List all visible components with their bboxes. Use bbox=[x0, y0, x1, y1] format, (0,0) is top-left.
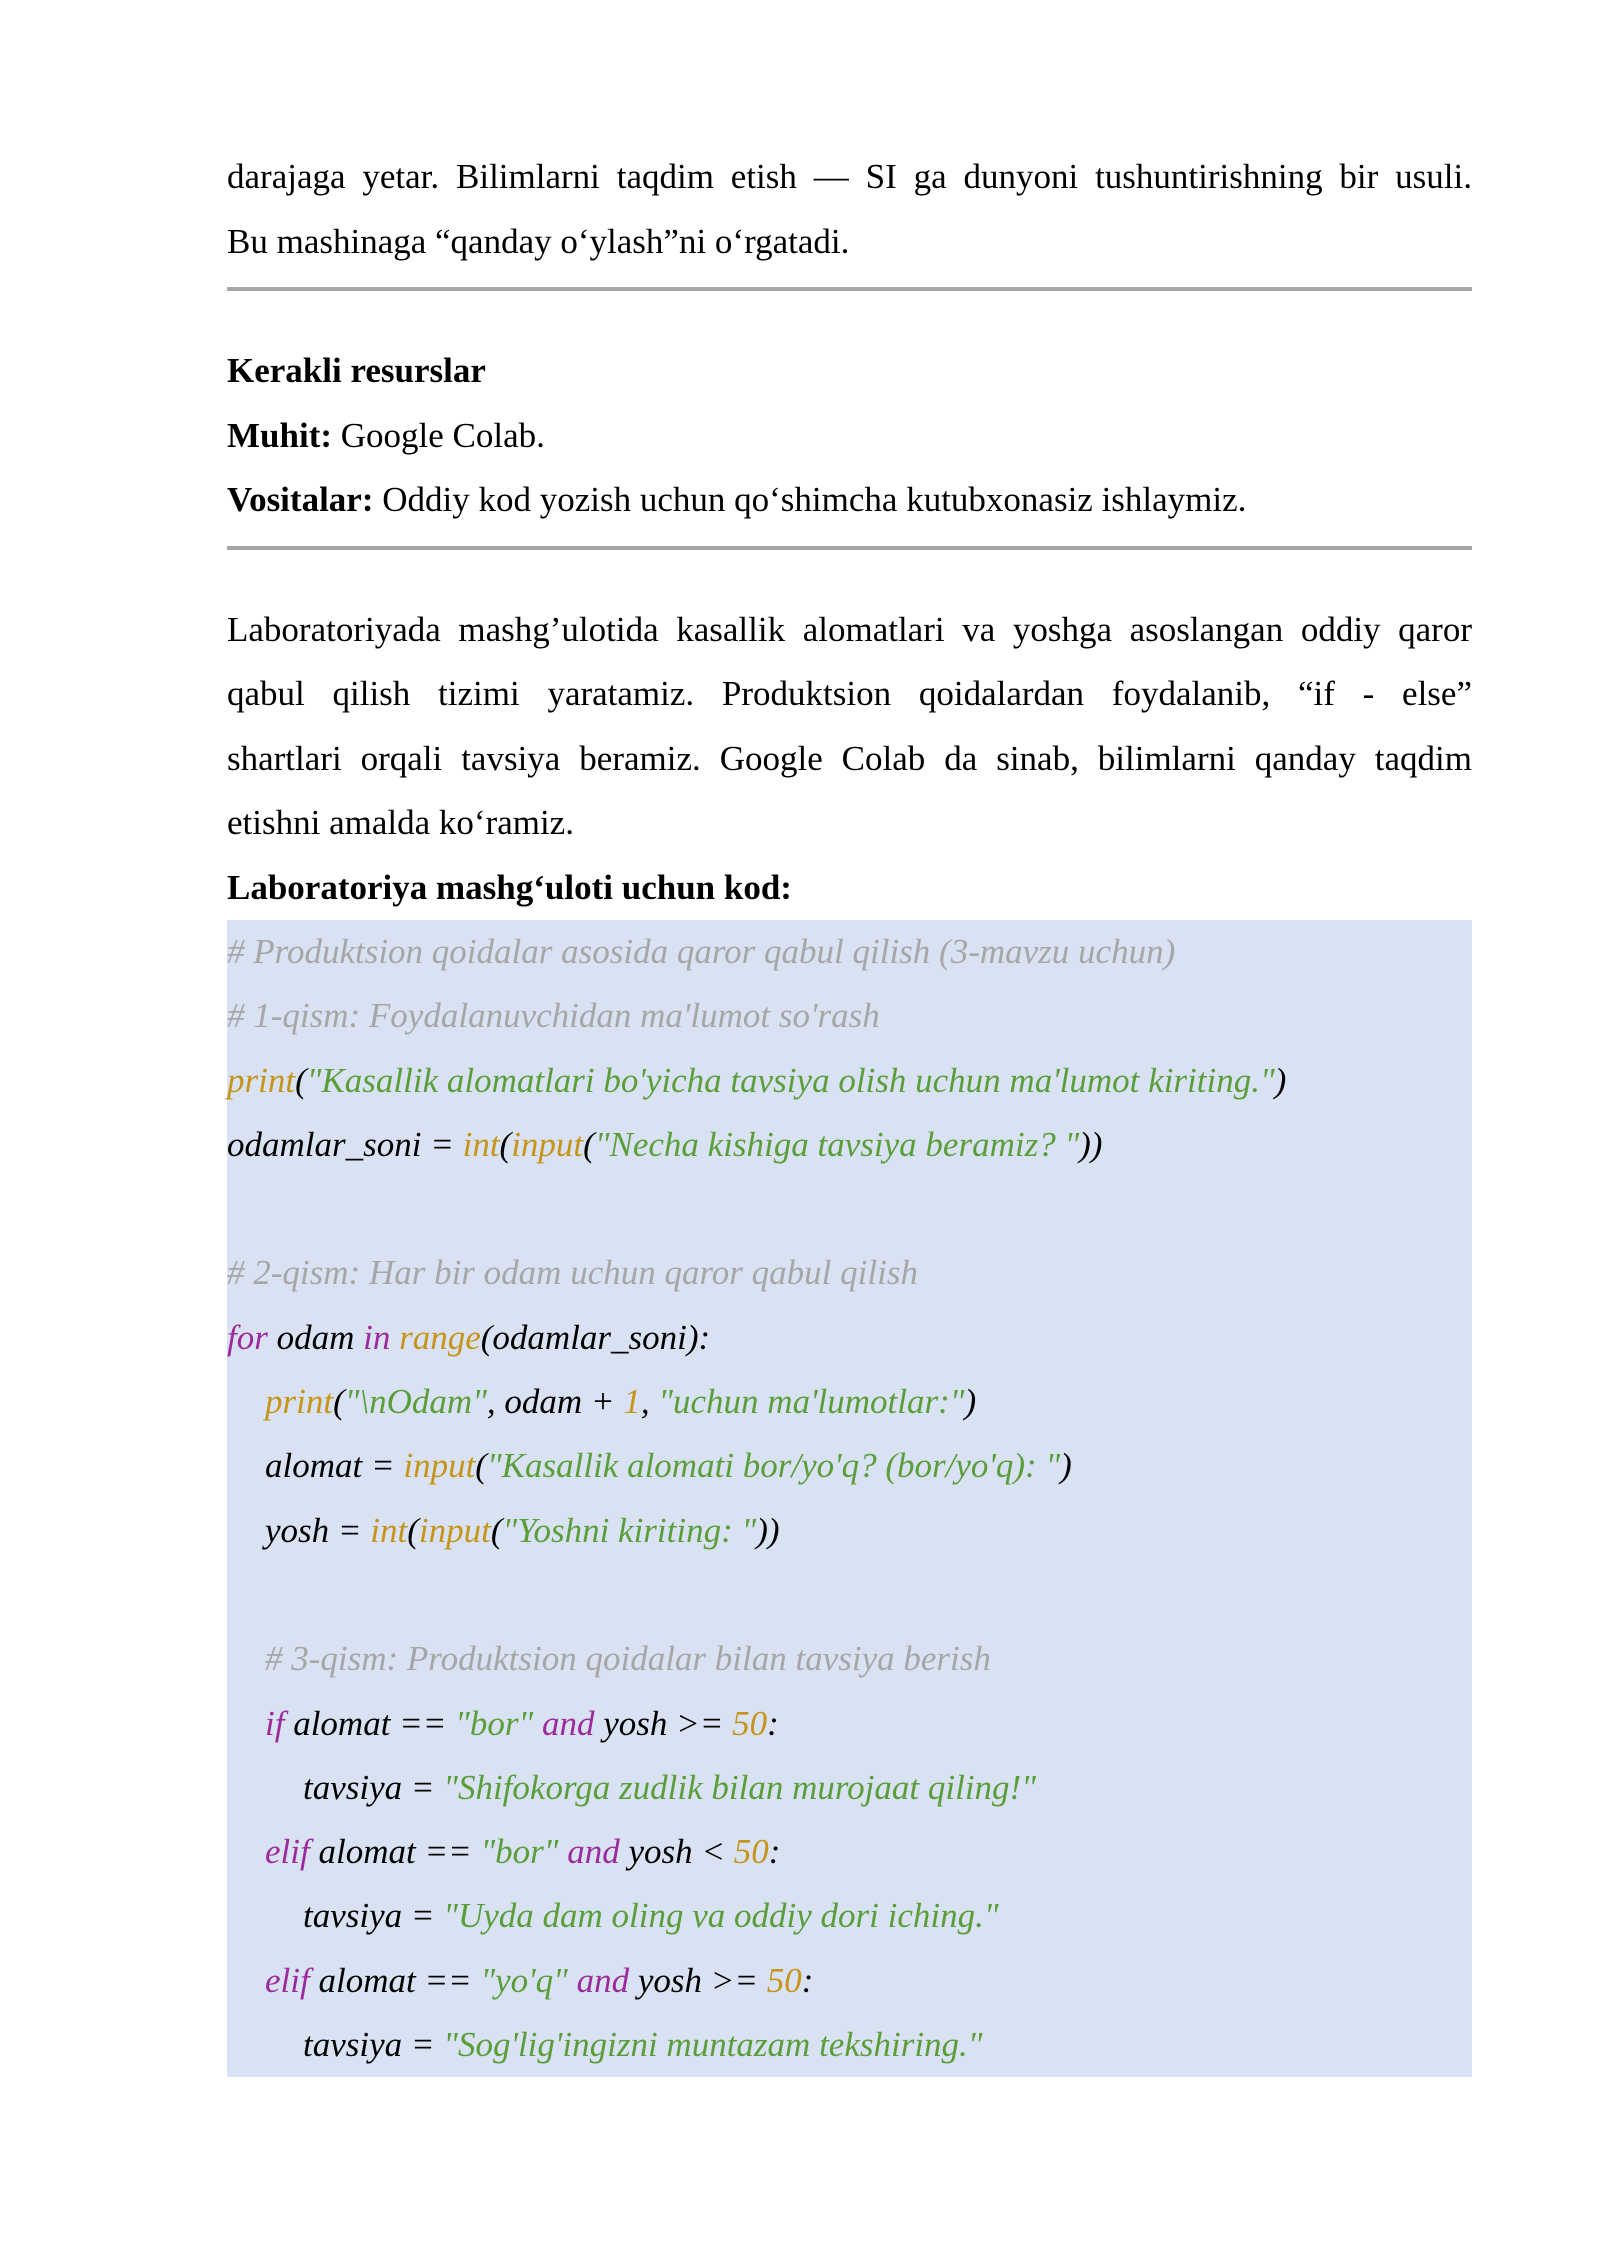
code-function: print bbox=[227, 1060, 296, 1100]
code-line bbox=[227, 1049, 1472, 1113]
code-text: )) bbox=[756, 1510, 780, 1550]
code-text: alomat == bbox=[309, 1832, 481, 1872]
code-text bbox=[533, 1704, 542, 1743]
code-text: yosh >= bbox=[629, 1960, 767, 2000]
code-line bbox=[227, 1627, 1472, 1691]
code-text: alomat = bbox=[265, 1446, 404, 1486]
code-text: ( bbox=[295, 1060, 307, 1100]
code-string: "uchun ma'lumotlar:" bbox=[658, 1382, 965, 1422]
resources-section bbox=[227, 339, 1472, 533]
code-string: "Uyda dam oling va oddiy dori iching." bbox=[443, 1896, 999, 1936]
code-string: "yo'q" bbox=[480, 1960, 568, 2000]
intro-line-1: darajaga yetar. Bilimlarni taqdim etish — SI ga dunyoni tushuntirishning bir usuli. bbox=[227, 157, 1472, 196]
code-text: , bbox=[640, 1382, 659, 1422]
code-line bbox=[227, 1370, 1472, 1434]
code-text: tavsiya = bbox=[303, 1896, 444, 1936]
tools-value: Oddiy kod yozish uchun qo‘shimcha kutubxonasiz ishlaymiz. bbox=[373, 480, 1247, 519]
code-block bbox=[227, 920, 1472, 2077]
code-text: odam bbox=[267, 1317, 364, 1357]
code-text bbox=[568, 1961, 577, 2000]
code-line bbox=[227, 1884, 1472, 1948]
code-keyword: elif bbox=[265, 1832, 310, 1872]
code-number: 50 bbox=[732, 1703, 768, 1743]
code-line bbox=[227, 1113, 1472, 1177]
intro-line-2: Bu mashinaga “qanday o‘ylash”ni o‘rgatadi. bbox=[227, 221, 850, 261]
environment-value: Google Colab. bbox=[332, 415, 545, 455]
divider-1 bbox=[227, 287, 1472, 291]
code-function: input bbox=[403, 1446, 476, 1486]
description-line-4: etishni amalda ko‘ramiz. bbox=[227, 803, 574, 842]
code-text: : bbox=[768, 1832, 781, 1872]
code-text: ( bbox=[475, 1446, 487, 1486]
code-text: ( bbox=[583, 1124, 595, 1164]
code-number: 50 bbox=[766, 1960, 802, 2000]
code-text: yosh = bbox=[265, 1510, 371, 1550]
description-line-2: qabul qilish tizimi yaratamiz. Produktsion qoidalardan foydalanib, “if - else” bbox=[227, 674, 1472, 713]
code-function: int bbox=[462, 1124, 500, 1164]
code-keyword: and bbox=[541, 1703, 595, 1743]
code-line bbox=[227, 1820, 1472, 1884]
code-text: alomat == bbox=[309, 1960, 481, 2000]
environment-line bbox=[227, 404, 1472, 469]
code-string: "bor" bbox=[480, 1832, 559, 1872]
code-text: (odamlar_soni): bbox=[480, 1317, 711, 1357]
code-line bbox=[227, 1434, 1472, 1498]
code-function: int bbox=[370, 1510, 408, 1550]
code-text bbox=[390, 1318, 399, 1357]
description-line-1: Laboratoriyada mashg’ulotida kasallik alomatlari va yoshga asoslangan oddiy qaror bbox=[227, 609, 1472, 649]
code-keyword: and bbox=[567, 1832, 620, 1872]
code-text: : bbox=[767, 1703, 779, 1743]
code-string: "Shifokorga zudlik bilan murojaat qiling!" bbox=[443, 1767, 1036, 1807]
code-text: ( bbox=[490, 1510, 503, 1550]
code-line bbox=[227, 920, 1472, 984]
code-string: "Necha kishiga tavsiya beramiz? " bbox=[594, 1124, 1080, 1164]
tools-line bbox=[227, 468, 1472, 533]
code-number: 50 bbox=[733, 1832, 769, 1872]
code-keyword: for bbox=[227, 1317, 268, 1357]
code-function: range bbox=[399, 1317, 481, 1357]
code-comment: # 2-qism: Har bir odam uchun qaror qabul qilish bbox=[227, 1253, 918, 1293]
code-keyword: and bbox=[576, 1960, 630, 2000]
code-string: "bor" bbox=[455, 1703, 534, 1743]
resources-heading: Kerakli resurslar bbox=[227, 351, 486, 390]
code-comment: # 1-qism: Foydalanuvchidan ma'lumot so'rash bbox=[227, 996, 880, 1036]
code-string: "Kasallik alomati bor/yo'q? (bor/yo'q): " bbox=[486, 1446, 1061, 1486]
code-text: , odam + bbox=[486, 1382, 624, 1422]
code-function: input bbox=[418, 1510, 491, 1550]
code-line bbox=[227, 1499, 1472, 1563]
code-line bbox=[227, 1241, 1472, 1305]
code-text: odamlar_soni = bbox=[227, 1124, 463, 1164]
code-line bbox=[227, 1949, 1472, 2013]
code-line bbox=[227, 1692, 1472, 1756]
description-paragraph bbox=[227, 598, 1472, 856]
code-keyword: elif bbox=[265, 1960, 310, 2000]
document-page bbox=[227, 145, 1472, 2077]
code-comment: # 3-qism: Produktsion qoidalar bilan tavsiya berish bbox=[265, 1639, 991, 1679]
description-line-3: shartlari orqali tavsiya beramiz. Google Colab da sinab, bilimlarni qanday taqdim bbox=[227, 738, 1472, 778]
code-blank-line bbox=[227, 1177, 1472, 1241]
code-string: "\nOdam" bbox=[344, 1382, 487, 1422]
tools-label: Vositalar: bbox=[227, 480, 374, 519]
code-string: "Yoshni kiriting: " bbox=[502, 1510, 757, 1550]
code-keyword: in bbox=[363, 1317, 391, 1357]
code-text: alomat == bbox=[284, 1703, 456, 1743]
code-keyword: if bbox=[265, 1703, 285, 1743]
code-line bbox=[227, 1756, 1472, 1820]
code-text: ) bbox=[1060, 1446, 1072, 1486]
code-text: )) bbox=[1079, 1124, 1103, 1164]
environment-label: Muhit: bbox=[227, 415, 332, 455]
code-comment: # Produktsion qoidalar asosida qaror qabul qilish (3-mavzu uchun) bbox=[227, 932, 1176, 971]
code-string: "Kasallik alomatlari bo'yicha tavsiya olish uchun ma'lumot kiriting." bbox=[306, 1060, 1275, 1100]
divider-2 bbox=[227, 546, 1472, 550]
code-text: yosh < bbox=[619, 1832, 734, 1872]
code-text: ) bbox=[964, 1382, 977, 1422]
code-line bbox=[227, 2013, 1472, 2077]
code-blank-line bbox=[227, 1563, 1472, 1627]
code-line bbox=[227, 1306, 1472, 1370]
intro-paragraph bbox=[227, 145, 1472, 274]
code-text: ( bbox=[407, 1510, 419, 1550]
code-heading: Laboratoriya mashg‘uloti uchun kod: bbox=[227, 867, 792, 907]
code-number: 1 bbox=[623, 1382, 641, 1422]
code-text: ( bbox=[499, 1124, 512, 1164]
code-line bbox=[227, 984, 1472, 1048]
code-function: print bbox=[265, 1382, 334, 1422]
code-text: ( bbox=[333, 1382, 345, 1422]
code-text: yosh >= bbox=[594, 1703, 733, 1743]
code-text bbox=[558, 1832, 567, 1871]
code-string: "Sog'lig'ingizni muntazam tekshiring." bbox=[443, 2025, 983, 2065]
code-text: tavsiya = bbox=[303, 2025, 444, 2065]
code-text: tavsiya = bbox=[303, 1767, 444, 1807]
code-function: input bbox=[511, 1124, 584, 1164]
code-text: ) bbox=[1274, 1060, 1287, 1100]
code-text: : bbox=[801, 1960, 814, 2000]
